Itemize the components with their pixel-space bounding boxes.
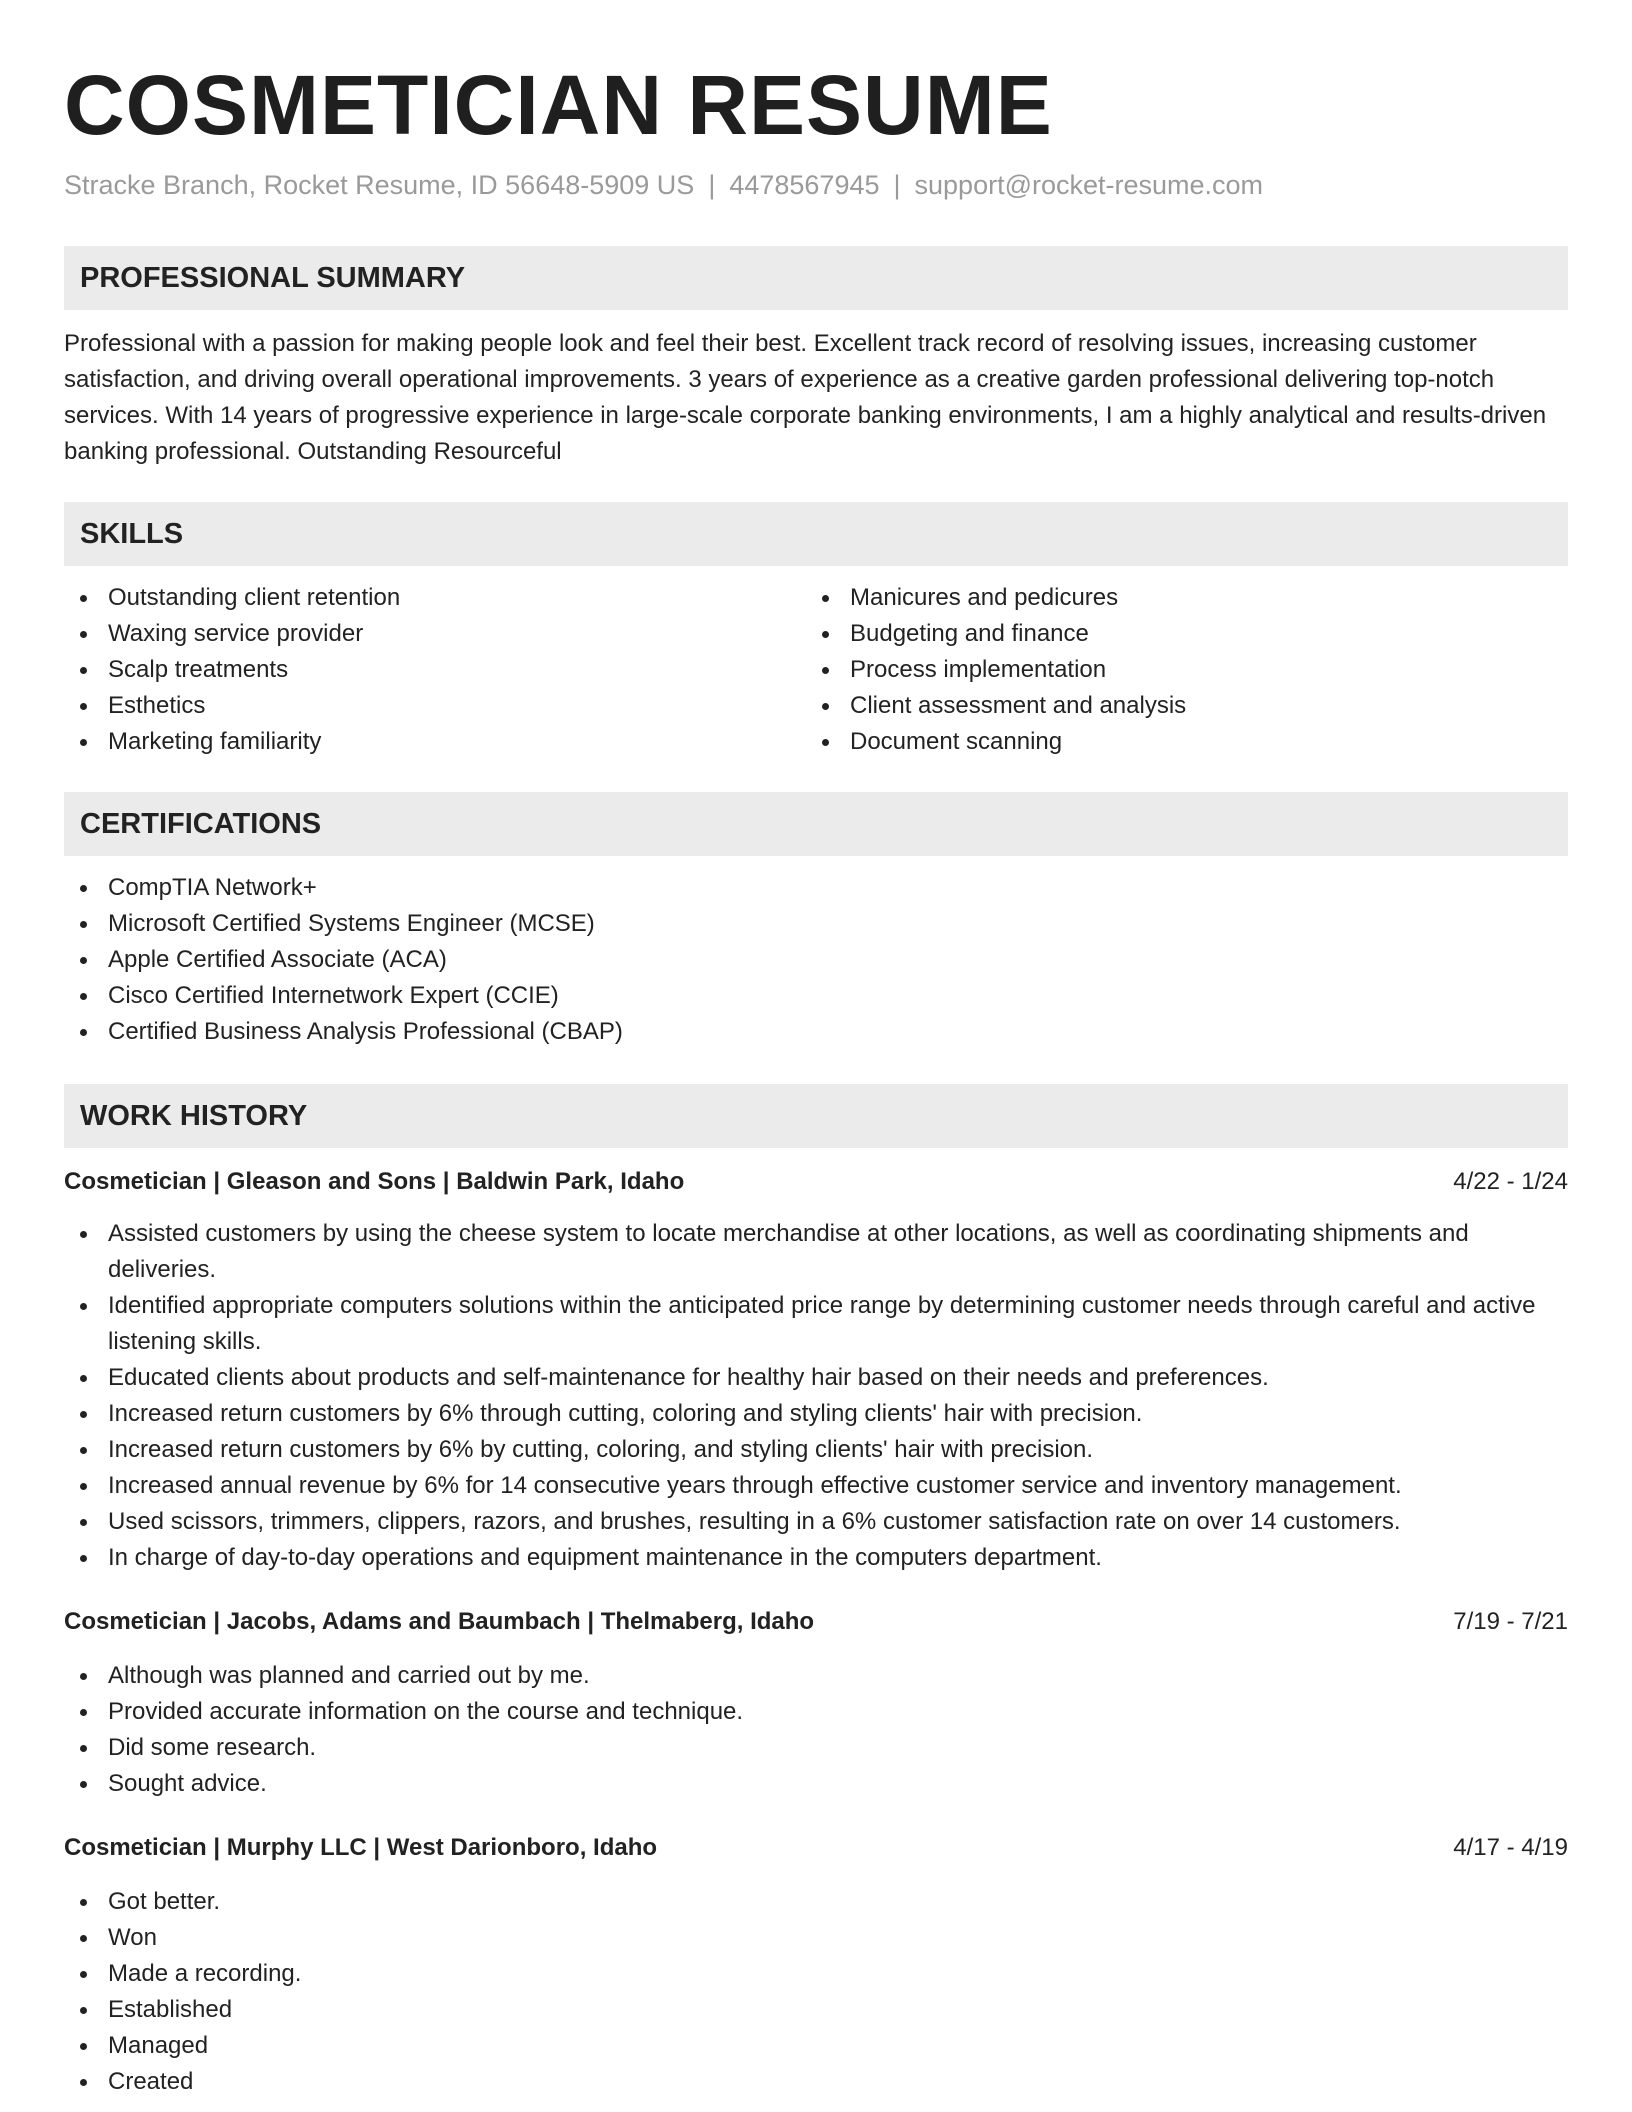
certifications-list <box>64 870 1568 1050</box>
job-duty-item: Won <box>64 1920 1568 1956</box>
skill-item: Scalp treatments <box>64 652 806 688</box>
bullet-icon <box>80 667 87 674</box>
bullet-icon <box>80 1411 87 1418</box>
job-duties-list <box>64 1216 1568 1576</box>
bullet-icon <box>80 1745 87 1752</box>
bullet-icon <box>80 1029 87 1036</box>
job-duty-item: Educated clients about products and self-maintenance for healthy hair based on their needs and preferences. <box>64 1360 1568 1396</box>
bullet-icon <box>80 1899 87 1906</box>
job-dates: 4/22 - 1/24 <box>1453 1168 1568 1195</box>
job-duty-item: Increased return customers by 6% through cutting, coloring and styling clients' hair with precision. <box>64 1396 1568 1432</box>
contact-line <box>64 168 1568 202</box>
job-duty-item: Sought advice. <box>64 1766 1568 1802</box>
resume-title: COSMETICIAN RESUME <box>64 58 1053 152</box>
job-dates: 4/17 - 4/19 <box>1453 1834 1568 1861</box>
bullet-icon <box>80 739 87 746</box>
job-duty-item: Created <box>64 2064 1568 2100</box>
bullet-icon <box>822 703 829 710</box>
skill-item: Outstanding client retention <box>64 580 806 616</box>
skill-item: Budgeting and finance <box>806 616 1548 652</box>
bullet-icon <box>80 1303 87 1310</box>
certification-item: Apple Certified Associate (ACA) <box>64 942 1568 978</box>
bullet-icon <box>80 595 87 602</box>
section-header-certifications: CERTIFICATIONS <box>64 792 1568 856</box>
job-duty-item: Provided accurate information on the course and technique. <box>64 1694 1568 1730</box>
job-duty-item: Assisted customers by using the cheese system to locate merchandise at other locations, as well as coordinating shipments and deliveries. <box>64 1216 1568 1288</box>
job-duty-item: Although was planned and carried out by me. <box>64 1658 1568 1694</box>
bullet-icon <box>80 1781 87 1788</box>
summary-text: Professional with a passion for making people look and feel their best. Excellent track record of resolving issues, increasing customer satisfaction, and driving overall operational improvements. 3 years of experience as a creative garden professional delivering top-notch services. With 14 years of progressive experience in large-scale corporate banking environments, I am a highly analytical and results-driven banking professional. Outstanding Resourceful <box>64 330 1547 465</box>
bullet-icon <box>80 921 87 928</box>
bullet-icon <box>822 667 829 674</box>
job-duty-item: Increased annual revenue by 6% for 14 consecutive years through effective customer service and inventory management. <box>64 1468 1568 1504</box>
bullet-icon <box>822 595 829 602</box>
bullet-icon <box>80 1673 87 1680</box>
certification-item: Certified Business Analysis Professional (CBAP) <box>64 1014 1568 1050</box>
job-duty-item: Managed <box>64 2028 1568 2064</box>
skill-item: Process implementation <box>806 652 1548 688</box>
bullet-icon <box>80 1231 87 1238</box>
bullet-icon <box>80 993 87 1000</box>
bullet-icon <box>80 885 87 892</box>
skills-list <box>64 580 1568 760</box>
job-dates: 7/19 - 7/21 <box>1453 1608 1568 1635</box>
job-duty-item: Got better. <box>64 1884 1568 1920</box>
certification-item: Microsoft Certified Systems Engineer (MCSE) <box>64 906 1568 942</box>
bullet-icon <box>80 957 87 964</box>
resume-page <box>64 0 1568 2100</box>
certification-item: CompTIA Network+ <box>64 870 1568 906</box>
job-header <box>64 1604 1568 1640</box>
skill-item: Waxing service provider <box>64 616 806 652</box>
skill-item: Document scanning <box>806 724 1548 760</box>
skills-column-left <box>64 580 806 760</box>
bullet-icon <box>80 631 87 638</box>
bullet-icon <box>80 2007 87 2014</box>
job-title: Cosmetician | Murphy LLC | West Darionboro, Idaho <box>64 1834 658 1861</box>
job-title: Cosmetician | Jacobs, Adams and Baumbach | Thelmaberg, Idaho <box>64 1608 815 1635</box>
job-duty-item: Increased return customers by 6% by cutting, coloring, and styling clients' hair with precision. <box>64 1432 1568 1468</box>
skill-item: Marketing familiarity <box>64 724 806 760</box>
bullet-icon <box>80 2043 87 2050</box>
job-header <box>64 1164 1568 1200</box>
skill-item: Client assessment and analysis <box>806 688 1548 724</box>
job-duty-item: Used scissors, trimmers, clippers, razors, and brushes, resulting in a 6% customer satisfaction rate on over 14 customers. <box>64 1504 1568 1540</box>
phone: 4478567945 <box>729 170 880 200</box>
skill-item: Esthetics <box>64 688 806 724</box>
bullet-icon <box>80 1935 87 1942</box>
job-duties-list <box>64 1658 1568 1802</box>
bullet-icon <box>80 1375 87 1382</box>
email: support@rocket-resume.com <box>914 170 1264 200</box>
bullet-icon <box>80 1519 87 1526</box>
certification-item: Cisco Certified Internetwork Expert (CCIE) <box>64 978 1568 1014</box>
job-duties-list <box>64 1884 1568 2100</box>
bullet-icon <box>80 2079 87 2086</box>
bullet-icon <box>822 739 829 746</box>
skills-column-right <box>806 580 1548 760</box>
skill-item: Manicures and pedicures <box>806 580 1548 616</box>
job-duty-item: Made a recording. <box>64 1956 1568 1992</box>
job-duty-item: Established <box>64 1992 1568 2028</box>
bullet-icon <box>822 631 829 638</box>
address: Stracke Branch, Rocket Resume, ID 56648-5909 US <box>64 170 695 200</box>
job-duty-item: Identified appropriate computers solutions within the anticipated price range by determining customer needs through careful and active listening skills. <box>64 1288 1568 1360</box>
section-header-skills: SKILLS <box>64 502 1568 566</box>
job-header <box>64 1830 1568 1866</box>
section-header-work-history: WORK HISTORY <box>64 1084 1568 1148</box>
bullet-icon <box>80 1483 87 1490</box>
job-title: Cosmetician | Gleason and Sons | Baldwin Park, Idaho <box>64 1168 685 1195</box>
bullet-icon <box>80 703 87 710</box>
job-duty-item: Did some research. <box>64 1730 1568 1766</box>
section-header-summary: PROFESSIONAL SUMMARY <box>64 246 1568 310</box>
bullet-icon <box>80 1447 87 1454</box>
bullet-icon <box>80 1709 87 1716</box>
bullet-icon <box>80 1971 87 1978</box>
contact-separator: | <box>893 170 901 200</box>
job-duty-item: In charge of day-to-day operations and equipment maintenance in the computers department. <box>64 1540 1568 1576</box>
bullet-icon <box>80 1555 87 1562</box>
contact-separator: | <box>708 170 716 200</box>
